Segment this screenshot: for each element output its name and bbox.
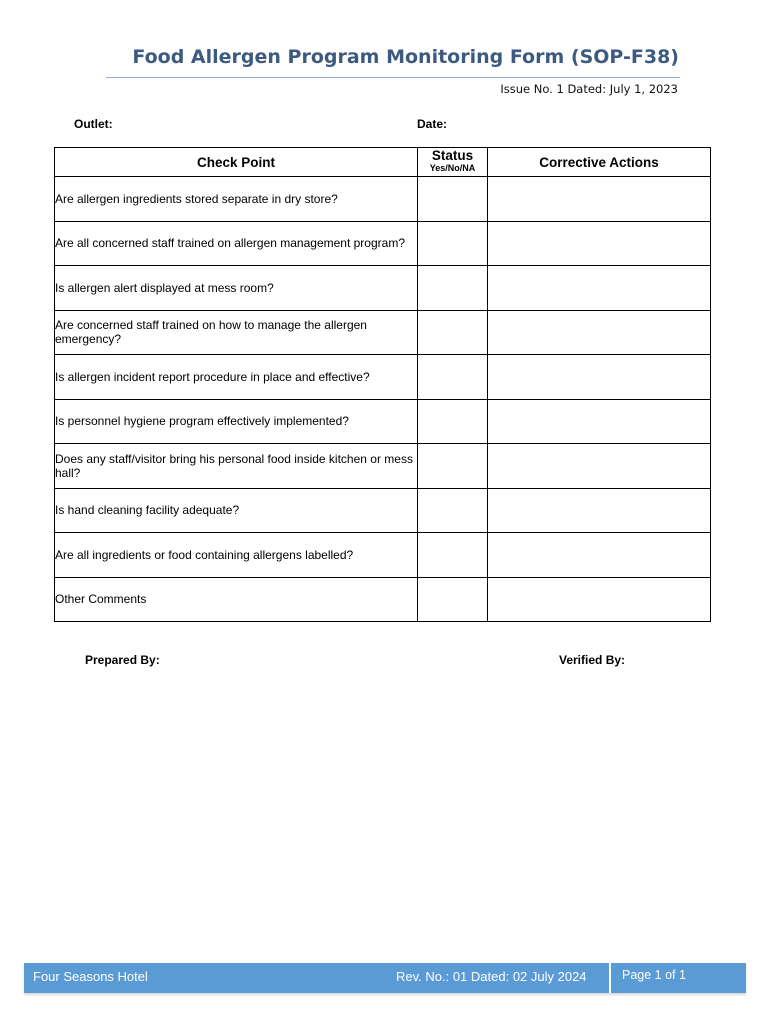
check-point-cell: Is personnel hygiene program effectively implemented? xyxy=(55,399,418,444)
corrective-action-cell[interactable] xyxy=(488,310,711,355)
status-cell[interactable] xyxy=(418,177,488,222)
verified-by-label: Verified By: xyxy=(559,653,626,667)
status-header-options: Yes/No/NA xyxy=(429,163,476,173)
footer-page-number: Page 1 of 1 xyxy=(622,968,686,982)
check-point-header: Check Point xyxy=(55,148,418,177)
status-cell[interactable] xyxy=(418,355,488,400)
outlet-label: Outlet: xyxy=(74,117,113,131)
status-cell[interactable] xyxy=(418,577,488,622)
status-cell[interactable] xyxy=(418,533,488,578)
date-label: Date: xyxy=(417,117,448,131)
corrective-action-cell[interactable] xyxy=(488,533,711,578)
corrective-action-cell[interactable] xyxy=(488,399,711,444)
check-point-cell: Is hand cleaning facility adequate? xyxy=(55,488,418,533)
title-rule xyxy=(106,77,680,78)
table-row xyxy=(55,444,711,489)
form-title: Food Allergen Program Monitoring Form (SOP-F38) xyxy=(132,46,679,68)
check-point-cell: Other Comments xyxy=(55,577,418,622)
corrective-action-cell[interactable] xyxy=(488,444,711,489)
table-row xyxy=(55,533,711,578)
prepared-by-label: Prepared By: xyxy=(85,653,160,667)
table-row xyxy=(55,399,711,444)
footer-company: Four Seasons Hotel xyxy=(33,969,148,984)
status-cell[interactable] xyxy=(418,488,488,533)
status-header-label: Status xyxy=(431,148,474,163)
status-header xyxy=(418,148,488,177)
check-point-cell: Are all ingredients or food containing allergens labelled? xyxy=(55,533,418,578)
check-point-cell: Are all concerned staff trained on allergen management program? xyxy=(55,221,418,266)
corrective-action-cell[interactable] xyxy=(488,355,711,400)
check-point-cell: Is allergen alert displayed at mess room? xyxy=(55,266,418,311)
table-row xyxy=(55,221,711,266)
check-point-cell: Is allergen incident report procedure in place and effective? xyxy=(55,355,418,400)
footer-bar xyxy=(24,963,746,993)
table-row xyxy=(55,355,711,400)
status-cell[interactable] xyxy=(418,221,488,266)
status-cell[interactable] xyxy=(418,310,488,355)
corrective-action-cell[interactable] xyxy=(488,577,711,622)
corrective-actions-header: Corrective Actions xyxy=(488,148,711,177)
footer-divider xyxy=(609,963,611,993)
table-row xyxy=(55,310,711,355)
status-cell[interactable] xyxy=(418,266,488,311)
corrective-action-cell[interactable] xyxy=(488,177,711,222)
check-point-cell: Does any staff/visitor bring his personal food inside kitchen or mess hall? xyxy=(55,444,418,489)
corrective-action-cell[interactable] xyxy=(488,221,711,266)
table-row xyxy=(55,266,711,311)
checklist-table xyxy=(54,147,711,622)
table-row xyxy=(55,577,711,622)
table-row xyxy=(55,177,711,222)
status-cell[interactable] xyxy=(418,444,488,489)
footer-revision: Rev. No.: 01 Dated: 02 July 2024 xyxy=(396,969,587,984)
status-cell[interactable] xyxy=(418,399,488,444)
corrective-action-cell[interactable] xyxy=(488,488,711,533)
table-row xyxy=(55,488,711,533)
issue-info: Issue No. 1 Dated: July 1, 2023 xyxy=(500,82,678,96)
check-point-cell: Are concerned staff trained on how to manage the allergen emergency? xyxy=(55,310,418,355)
table-header-row xyxy=(55,148,711,177)
corrective-action-cell[interactable] xyxy=(488,266,711,311)
check-point-cell: Are allergen ingredients stored separate in dry store? xyxy=(55,177,418,222)
